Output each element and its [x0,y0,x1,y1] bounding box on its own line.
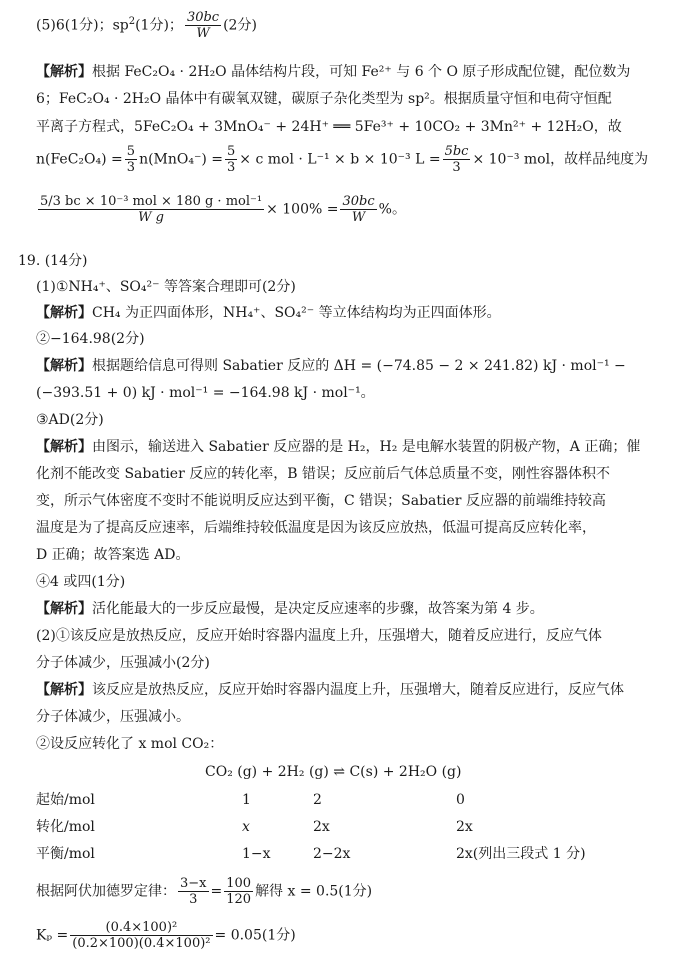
row-cell: 1 [242,792,251,808]
text-line: (−393.51 + 0) kJ · mol⁻¹ = −164.98 kJ · mol⁻¹。 [36,385,375,401]
row-cell: 2 [313,792,322,808]
fraction: $\frac{5}{3}$ [126,144,136,175]
fraction: $\frac{\text{(0.4×100)²}}{\text{(0.2×100)(0.4×100)²}}$ [72,920,211,951]
fraction: $\frac{30bc}{W}$ [186,10,220,41]
fraction: $\frac{100}{120}$ [226,876,252,907]
fraction: $\frac{30bc}{W}$ [342,194,375,225]
fraction: $\frac{5}{3}$ [227,144,236,175]
analysis-line: 【解析】该反应是放热反应，反应开始时容器内温度上升，压强增大，随着反应进行，反应气体 [36,682,624,698]
row-cell: x [242,819,250,835]
text-line: 温度是为了提高反应速率，后端维持较低温度是因为该反应放热，低温可提高反应转化率， [36,520,596,536]
analysis-line: 【解析】根据 FeC₂O₄ · 2H₂O 晶体结构片段，可知 Fe²⁺ 与 6 个 O 原子形成配位键，配位数为 [36,64,631,80]
fraction: $\frac{3-x}{3}$ [180,876,207,907]
analysis-line: 【解析】活化能最大的一步反应最慢，是决定反应速率的步骤，故答案为第 4 步。 [36,601,544,617]
row-cell: 1−x [242,846,271,862]
purity-fraction: $\frac{\text{5/3 bc × 10⁻³ mol × 180 g · mol⁻¹}}{\text{W g}}$ [40,194,263,225]
answer-2-2: ②设反应转化了 x mol CO₂： [36,736,224,752]
answer-2-1: (2)①该反应是放热反应，反应开始时容器内温度上升，压强增大，随着反应进行，反应气体 [36,628,602,644]
purity-line: $\frac{\text{5/3 bc × 10⁻³ mol × 180 g · mol⁻¹}}{\text{W g}}$ × 100% = $\frac{30bc}{W}$ %。 [40,194,406,225]
text-line: 分子体减少，压强减小(2分) [36,655,210,671]
avogadro-line: 根据阿伏加德罗定律： $\frac{3-x}{3}$ = $\frac{100}{120}$ 解得 x = 0.5(1分) [36,876,373,907]
text-line: 变，所示气体密度不变时不能说明反应达到平衡，C 错误；Sabatier 反应器的前端维持较高 [36,493,606,509]
row-cell: 2−2x [313,846,351,862]
answer-1-3: ③AD(2分) [36,412,104,428]
row-cell: 2x [456,819,473,835]
text-line: 分子体减少，压强减小。 [36,709,190,725]
answer-1-1: (1)①NH₄⁺、SO₄²⁻ 等答案合理即可(2分) [36,279,296,295]
reaction-equation: CO₂ (g) + 2H₂ (g) ⇌ C(s) + 2H₂O (g) [205,764,462,780]
row-cell: 0 [456,792,465,808]
equation-line: 平离子方程式，5FeC₂O₄ + 3MnO₄⁻ + 24H⁺ ══ 5Fe³⁺ + 10CO₂ + 3Mn²⁺ + 12H₂O，故 [36,119,622,135]
answer-1-2: ②−164.98(2分) [36,331,145,347]
text-line: D 正确；故答案选 AD。 [36,547,190,563]
calc-line: n(FeC₂O₄) = $\frac{5}{3}$ n(MnO₄⁻) = $\frac{5}{3}$ × c mol · L⁻¹ × b × 10⁻³ L = $\frac{5bc}{3}$ × 10⁻³ mol，故样品纯度为 [36,144,649,175]
question-19-header: 19. (14分) [18,253,88,269]
row-label: 平衡/mol [36,846,95,862]
kp-line: Kₚ = $\frac{\text{(0.4×100)²}}{\text{(0.2×100)(0.4×100)²}}$ = 0.05(1分) [36,920,296,951]
analysis-line: 【解析】根据题给信息可得则 Sabatier 反应的 ΔH = (−74.85 − 2 × 241.82) kJ · mol⁻¹ − [36,358,626,374]
row-cell: 2x(列出三段式 1 分) [456,846,586,862]
analysis-line: 【解析】CH₄ 为正四面体形，NH₄⁺、SO₄²⁻ 等立体结构均为正四面体形。 [36,305,501,321]
analysis-line: 【解析】由图示，输送进入 Sabatier 反应器的是 H₂，H₂ 是电解水装置的阴极产物，A 正确；催 [36,439,641,455]
row-cell: 2x [313,819,330,835]
row-label: 转化/mol [36,819,95,835]
text-line: 化剂不能改变 Sabatier 反应的转化率，B 错误；反应前后气体总质量不变，刚性容器体积不 [36,466,610,482]
answer-1-4: ④4 或四(1分) [36,574,126,590]
text-line: 6；FeC₂O₄ · 2H₂O 晶体中有碳氧双键，碳原子杂化类型为 sp²。根据质量守恒和电荷守恒配 [36,91,612,107]
fraction: $\frac{5bc}{3}$ [444,144,469,175]
answer-5: (5)6(1分)；$sp^2(1$分)； $\frac{30bc}{W}$ (2分) [36,10,257,41]
row-label: 起始/mol [36,792,95,808]
